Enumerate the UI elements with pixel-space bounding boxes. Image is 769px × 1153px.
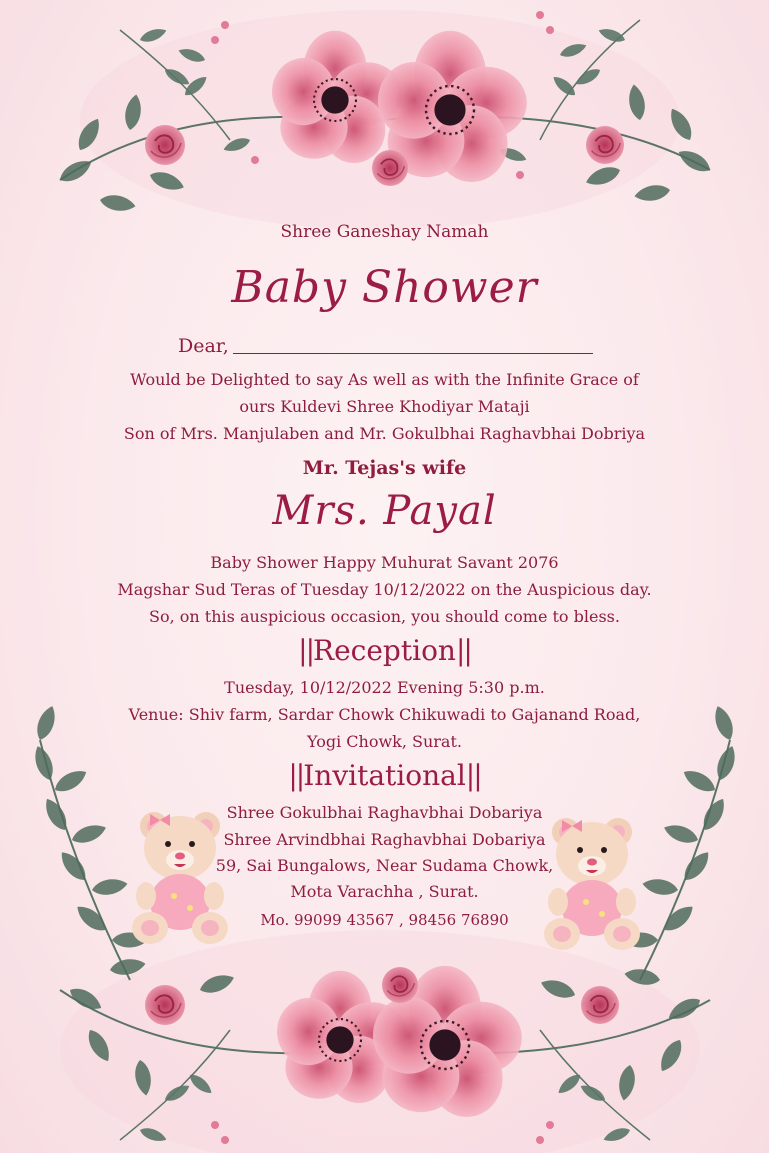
muhurat-line: Baby Shower Happy Muhurat Savant 2076	[210, 553, 559, 572]
muhurat-line: So, on this auspicious occasion, you should come to bless.	[149, 607, 620, 626]
reception-line: Venue: Shiv farm, Sardar Chowk Chikuwadi to Gajanand Road,	[128, 705, 641, 724]
guest-name-blank	[233, 339, 593, 354]
reception-line: Yogi Chowk, Surat.	[307, 732, 462, 751]
blessing-text: Shree Ganeshay Namah	[280, 222, 489, 242]
invitational-heading: ||Invitational||	[288, 759, 481, 792]
host-line: Shree Gokulbhai Raghavbhai Dobariya	[226, 803, 543, 822]
honoree-name: Mrs. Payal	[272, 488, 497, 534]
muhurat-line: Magshar Sud Teras of Tuesday 10/12/2022 on the Auspicious day.	[117, 580, 652, 599]
reception-line: Tuesday, 10/12/2022 Evening 5:30 p.m.	[224, 678, 545, 697]
reception-heading-text: Reception	[313, 634, 456, 667]
intro-line: Son of Mrs. Manjulaben and Mr. Gokulbhai Raghavbhai Dobriya	[123, 424, 646, 443]
dear-row	[178, 335, 593, 357]
reception-heading: ||Reception||	[298, 634, 471, 667]
intro-line: ours Kuldevi Shree Khodiyar Mataji	[239, 397, 530, 416]
intro-line: Would be Delighted to say As well as with the Infinite Grace of	[130, 370, 639, 389]
dear-label: Dear,	[178, 335, 229, 357]
host-line: Shree Arvindbhai Raghavbhai Dobariya	[223, 830, 546, 849]
husband-line: Mr. Tejas's wife	[302, 457, 467, 479]
address-line: Mota Varachha , Surat.	[290, 882, 479, 901]
phone-numbers: Mo. 99099 43567 , 98456 76890	[260, 911, 509, 929]
invitation-title: Baby Shower	[231, 262, 538, 313]
address-line: 59, Sai Bungalows, Near Sudama Chowk,	[215, 856, 554, 875]
invitational-heading-text: Invitational	[303, 759, 466, 792]
